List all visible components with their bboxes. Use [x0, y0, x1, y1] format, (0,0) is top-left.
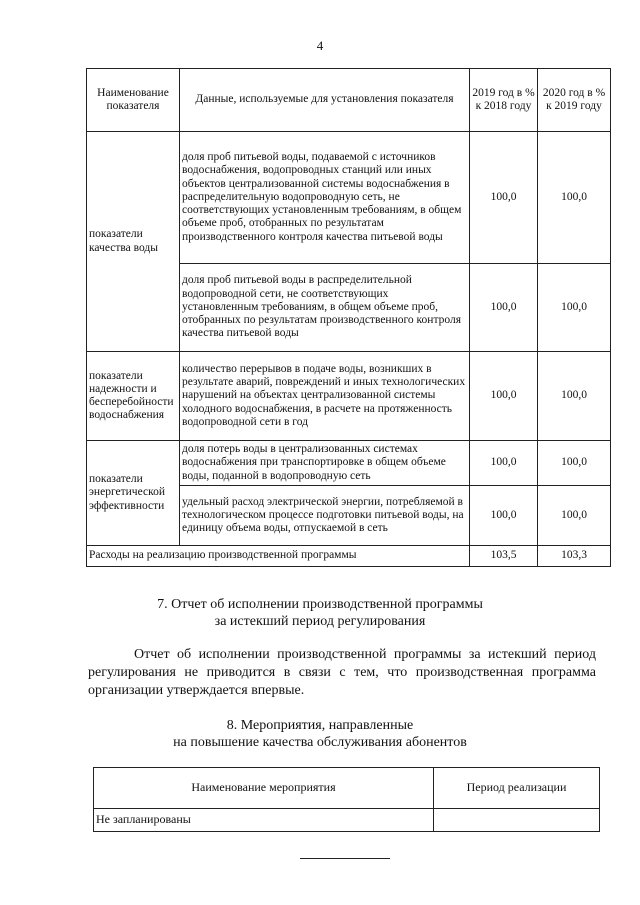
value-2019: 100,0	[470, 132, 538, 264]
value-2020: 100,0	[538, 132, 611, 264]
measure-name: Не запланированы	[94, 809, 434, 832]
total-row	[87, 546, 611, 567]
section-8-title-line1: 8. Мероприятия, направленные	[226, 718, 414, 733]
section-7-title-line2: за истекший период регулирования	[214, 614, 426, 629]
section-7-text: Отчет об исполнении производственной программы за истекший период регулирования не приводится в связи с тем, что производственная программа организации утверждается впервые.	[88, 647, 596, 698]
table-row	[94, 809, 600, 832]
page-number: 4	[316, 38, 324, 53]
value-2019: 100,0	[470, 486, 538, 546]
table-row	[87, 132, 611, 264]
section-7-title-line1: 7. Отчет об исполнении производственной программы	[157, 597, 483, 612]
table-header-row	[94, 768, 600, 809]
end-rule	[300, 858, 390, 859]
value-2020: 100,0	[538, 264, 611, 352]
measure-period	[434, 809, 600, 832]
total-2019: 103,5	[470, 546, 538, 567]
header-data: Данные, используемые для установления показателя	[180, 69, 470, 132]
table-row	[87, 352, 611, 441]
row-description: доля проб питьевой воды в распределительной водопроводной сети, не соответствующих установленным требованиям, в общем объеме проб, отобранных по результатам производственного контроля качества питьевой воды	[180, 264, 470, 352]
value-2020: 100,0	[538, 352, 611, 441]
row-description: количество перерывов в подаче воды, возникших в результате аварий, повреждений и иных технологических нарушений на объектах централизованной системы холодного водоснабжения, в расчете на протяженность водопроводной сети в год	[180, 352, 470, 441]
value-2019: 100,0	[470, 352, 538, 441]
measures-table	[93, 767, 600, 832]
table-header-row	[87, 69, 611, 132]
section-7-title	[0, 596, 640, 630]
row-description: доля проб питьевой воды, подаваемой с источников водоснабжения, водопроводных станций или иных объектов централизованной системы водоснабжения в распределительную водопроводную сеть, не соответствующих установленным требованиям, в общем объеме проб, отобранных по результатам производственного контроля качества питьевой воды	[180, 132, 470, 264]
section-8-title	[0, 717, 640, 751]
total-2020: 103,3	[538, 546, 611, 567]
group-name: показатели качества воды	[87, 132, 180, 352]
header-2019: 2019 год в % к 2018 году	[470, 69, 538, 132]
header-measure-name: Наименование мероприятия	[94, 768, 434, 809]
group-name: показатели энергетической эффективности	[87, 441, 180, 546]
header-name: Наименование показателя	[87, 69, 180, 132]
header-2020: 2020 год в % к 2019 году	[538, 69, 611, 132]
value-2019: 100,0	[470, 441, 538, 486]
value-2020: 100,0	[538, 486, 611, 546]
group-name: показатели надежности и бесперебойности водоснабжения	[87, 352, 180, 441]
header-period: Период реализации	[434, 768, 600, 809]
row-description: доля потерь воды в централизованных системах водоснабжения при транспортировке в общем объеме воды, поданной в водопроводную сеть	[180, 441, 470, 486]
section-8-title-line2: на повышение качества обслуживания абонентов	[173, 735, 467, 750]
indicators-table	[86, 68, 611, 567]
value-2019: 100,0	[470, 264, 538, 352]
value-2020: 100,0	[538, 441, 611, 486]
row-description: удельный расход электрической энергии, потребляемой в технологическом процессе подготовки питьевой воды, на единицу объема воды, отпускаемой в сеть	[180, 486, 470, 546]
total-label: Расходы на реализацию производственной программы	[87, 546, 470, 567]
table-row	[87, 441, 611, 486]
